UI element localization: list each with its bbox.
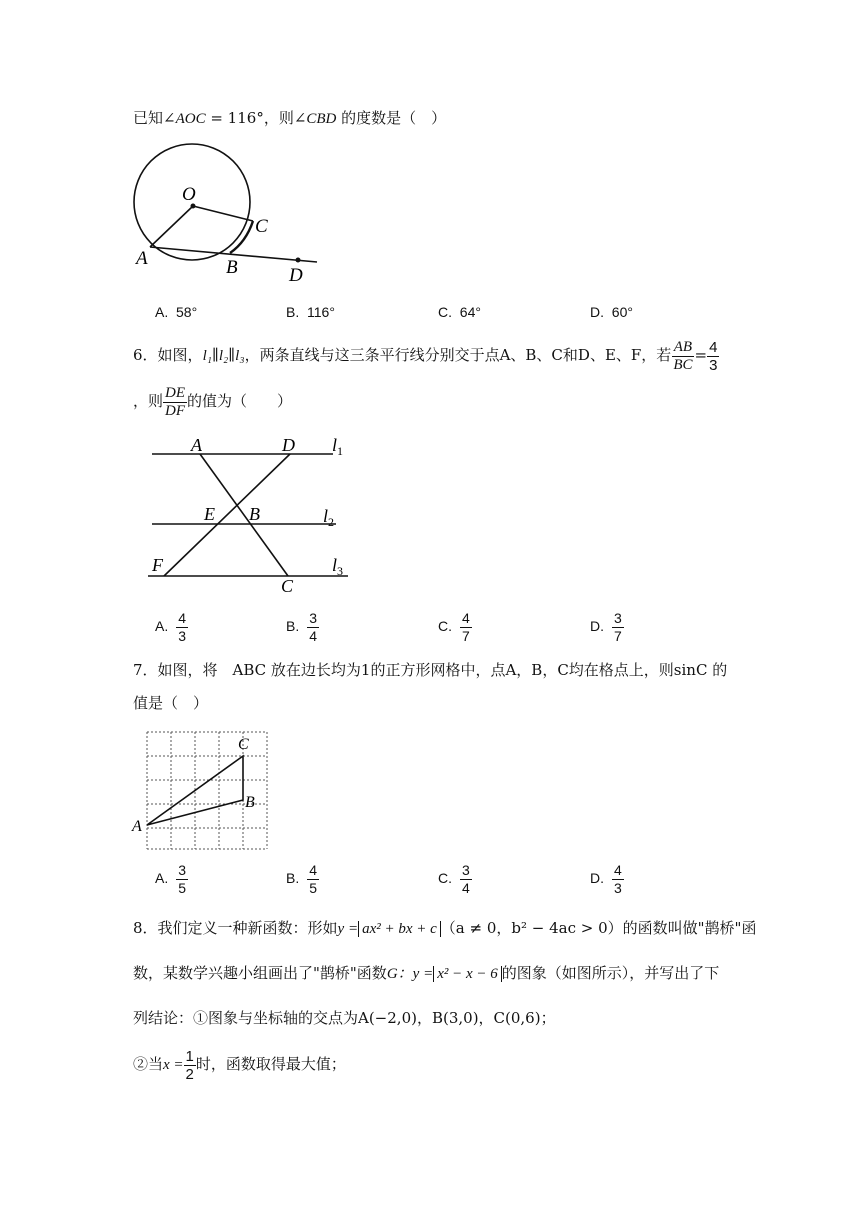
frac-den: 2 [185,1065,194,1083]
q5-eq: = 116°，则∠ [205,109,307,127]
option-letter: D. [590,304,604,320]
option-value: 60° [611,304,633,320]
option-fraction [460,610,472,645]
option-value: 58° [176,304,198,320]
q5-option-a[interactable] [155,304,197,320]
frac-den: 7 [614,628,622,644]
q7-label-c: C [238,736,249,753]
frac-num: DE [165,384,186,401]
q8-text: 时，函数取得最大值； [195,1055,346,1073]
q6-option-b[interactable] [286,610,319,645]
q6-option-d[interactable] [590,610,624,645]
q6-ratio-value [707,339,719,374]
q8-condition: （a ≠ 0，b² − 4ac > 0）的函数叫做"鹊桥"函 [440,919,757,937]
q5-arc-bc [230,221,253,253]
option-fraction [612,862,624,897]
q7-stem-line1: 7．如图，将 ABC 放在边长均为1的正方形网格中，点A，B，C均在格点上，则sinC 的 [133,661,728,679]
q6-text: ，则 [133,392,164,410]
option-letter: B. [286,304,300,320]
frac-den: 5 [178,880,187,896]
q8-y-eq: ：y = [397,966,434,982]
q6-label-d: D [282,435,295,455]
q6-option-c[interactable] [438,610,472,645]
q5-option-c[interactable] [438,304,481,320]
option-letter: D. [590,870,604,887]
frac-num: 3 [178,862,187,878]
q8-abs-expression: ax² + bx + c [358,921,441,937]
q8-text: 的图象（如图所示），并写出了下 [501,964,720,982]
option-value: 116° [307,304,335,320]
frac-num: 3 [309,610,318,626]
q6-label-l3: $l_3$ [332,555,344,578]
frac-den: 3 [709,356,718,374]
frac-den: 3 [614,880,622,896]
frac-num: 3 [462,862,470,878]
q7-label-b: B [245,794,255,811]
q6-label-b: B [249,504,260,524]
option-fraction [307,862,319,897]
q8-fraction-half [184,1048,196,1083]
frac-den: DF [165,402,186,419]
option-letter: A. [155,304,169,320]
q6-parallel-figure [140,430,370,600]
q5-angle-cbd: CBD [306,111,337,127]
option-fraction [460,862,472,897]
q6-ratio-de-df [163,385,187,420]
q6-stem-line1 [133,336,719,375]
frac-num: 4 [709,338,718,356]
q6-label-e: E [204,504,215,524]
q5-point-d [296,258,301,263]
frac-num: 4 [178,610,187,626]
q7-option-c[interactable] [438,862,472,897]
q7-option-a[interactable] [155,862,188,897]
q7-grid [147,732,267,849]
q6-line-df [164,454,290,576]
frac-num: 3 [614,610,622,626]
q5-label-o: O [182,184,196,205]
frac-num: 1 [185,1047,194,1065]
q6-stem-line2 [133,382,292,420]
q5-text-post: 的度数是（ ） [336,109,447,127]
q5-option-b[interactable] [286,304,335,320]
q5-segment-oa [150,206,193,247]
q7-grid-figure [128,725,278,855]
option-letter: C. [438,304,452,320]
q6-parallel-lines: l₁∥l₂∥l₃ [202,348,245,364]
q8-stem-line1 [133,918,756,939]
q6-intro: 如图， [157,346,203,364]
q7-label-a: A [132,818,142,835]
frac-num: AB [673,338,693,355]
option-fraction [612,610,624,645]
q6-eq: = [694,346,708,364]
option-letter: D. [590,618,604,635]
q7-triangle-abc [147,756,243,825]
frac-den: BC [673,356,693,373]
q6-label-l2: $l_2$ [323,506,335,529]
q5-label-d: D [289,265,303,286]
q8-text: 8．我们定义一种新函数：形如 [133,919,338,937]
q5-angle-aoc: AOC [175,111,206,127]
option-letter: A. [155,618,169,635]
q5-option-d[interactable] [590,304,633,320]
frac-num: 4 [614,862,622,878]
q8-y-eq: y = [337,921,359,937]
option-letter: B. [286,618,300,635]
q5-label-a: A [136,248,148,269]
frac-den: 4 [309,628,318,644]
option-fraction [307,610,319,645]
frac-den: 3 [178,628,187,644]
q6-label-f: F [152,555,163,575]
q5-circle-figure [120,140,330,290]
q5-segment-oc [193,206,253,221]
option-fraction [176,862,188,897]
q6-label-a: A [191,435,202,455]
q6-text: ，两条直线与这三条平行线分别交于点A、B、C和D、E、F，若 [244,346,672,364]
q6-number: 6． [133,346,158,364]
option-letter: A. [155,870,169,887]
q8-function-g: G [386,966,398,982]
q8-stem-line3: 列结论：①图象与坐标轴的交点为A(−2,0)，B(3,0)，C(0,6)； [133,1009,556,1027]
frac-den: 4 [462,880,470,896]
q6-label-l1: $l_1$ [332,435,344,458]
option-value: 64° [459,304,481,320]
q7-stem-line2: 值是（ ） [133,694,209,712]
q8-stem-line2 [133,963,719,984]
q6-ratio-ab-bc [671,339,694,374]
q8-text: 数，某数学兴趣小组画出了"鹊桥"函数 [133,964,387,982]
q5-stem [133,108,446,129]
q8-abs-expression: x² − x − 6 [433,966,502,982]
frac-num: 4 [462,610,470,626]
q5-label-b: B [226,257,238,278]
q5-text-pre: 已知∠ [133,109,176,127]
q6-text: 的值为（ ） [187,392,293,410]
q6-option-a[interactable] [155,610,188,645]
q8-stem-line4 [133,1044,346,1085]
q6-label-c: C [281,576,294,596]
q8-text: ②当 [133,1055,164,1073]
frac-den: 7 [462,628,470,644]
option-letter: C. [438,870,452,887]
option-letter: B. [286,870,300,887]
option-fraction [176,610,188,645]
frac-den: 5 [309,880,318,896]
q7-option-b[interactable] [286,862,319,897]
q7-option-d[interactable] [590,862,624,897]
frac-num: 4 [309,862,318,878]
q8-x-eq: x = [163,1057,184,1073]
q5-label-c: C [255,216,268,237]
option-letter: C. [438,618,452,635]
